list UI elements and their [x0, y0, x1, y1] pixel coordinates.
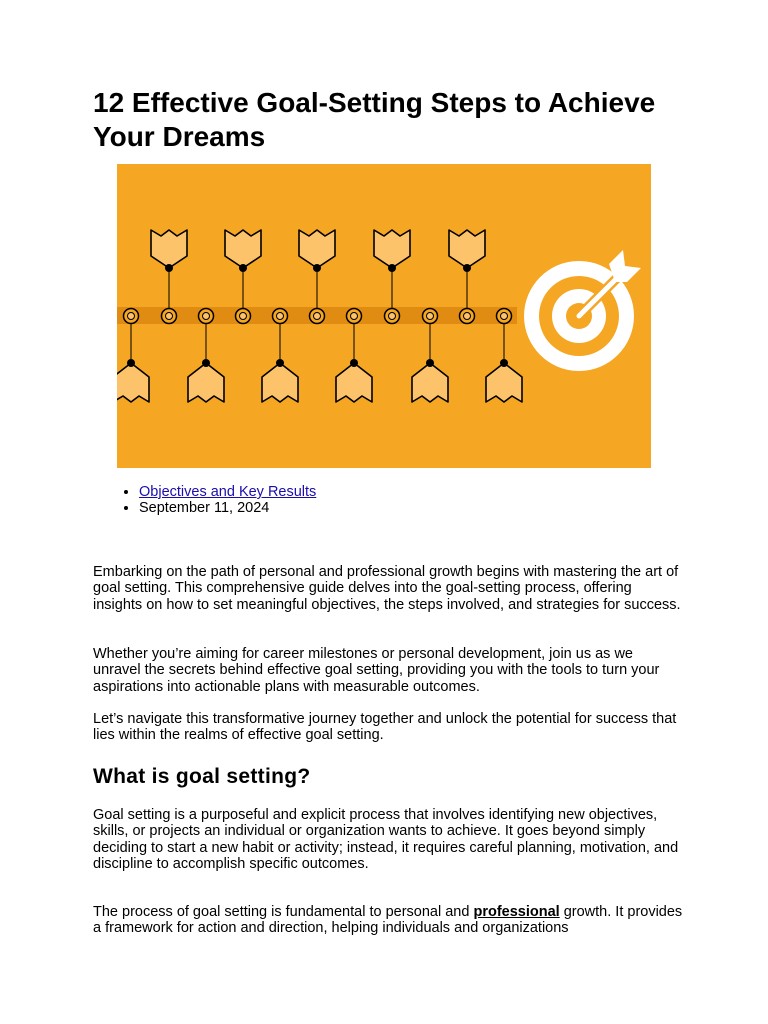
milestone-flag-top [225, 230, 261, 268]
milestone-flag-top [299, 230, 335, 268]
milestone-flag-top [374, 230, 410, 268]
page-title: 12 Effective Goal-Setting Steps to Achieve Your Dreams [93, 87, 656, 152]
milestone-flag-top [151, 230, 187, 268]
milestone-flag-bottom [412, 363, 448, 402]
milestone-timeline-graphic [117, 164, 651, 468]
section-paragraph-1: Goal setting is a purposeful and explicit process that involves identifying new objectives, skills, or projects an individual or organization wants to achieve. It goes beyond simply deciding to start a new habit or activity; instead, it requires careful planning, motivation, and discipline to accomplish specific outcomes. [93, 807, 679, 872]
milestone-flag-top [449, 230, 485, 268]
target-icon [524, 250, 641, 371]
meta-category [139, 484, 316, 500]
intro-paragraph-2: Whether you’re aiming for career milestones or personal development, join us as we unravel the secrets behind effective goal setting, providing you with the tools to turn your aspirations into actionable plans with measurable outcomes. [93, 646, 660, 695]
meta-date: • September 11, 2024 [139, 500, 316, 516]
category-link[interactable]: Objectives and Key Results [139, 484, 317, 500]
milestone-flag-bottom [188, 363, 224, 402]
milestone-flag-bottom [117, 363, 149, 402]
article-meta-list [93, 484, 316, 516]
hero-illustration [117, 164, 651, 468]
milestone-flag-bottom [486, 363, 522, 402]
section-paragraph-2 [93, 904, 683, 937]
milestone-flag-bottom [262, 363, 298, 402]
intro-paragraph-3: Let’s navigate this transformative journey together and unlock the potential for success that lies within the realms of effective goal setting. [93, 711, 677, 744]
section-heading: What is goal setting? [93, 765, 311, 788]
milestone-flag-bottom [336, 363, 372, 402]
professional-link[interactable]: professional [473, 904, 560, 920]
section-p2-text-before: The process of goal setting is fundamental to personal and [93, 904, 474, 920]
section-p2-text-after: growth. It provides a framework for action and direction, helping individuals and organizations [93, 904, 683, 937]
intro-paragraph-1: Embarking on the path of personal and professional growth begins with mastering the art of goal setting. This comprehensive guide delves into the goal-setting process, offering insights on how to set meaningful objectives, the steps involved, and strategies for success. [93, 564, 681, 613]
